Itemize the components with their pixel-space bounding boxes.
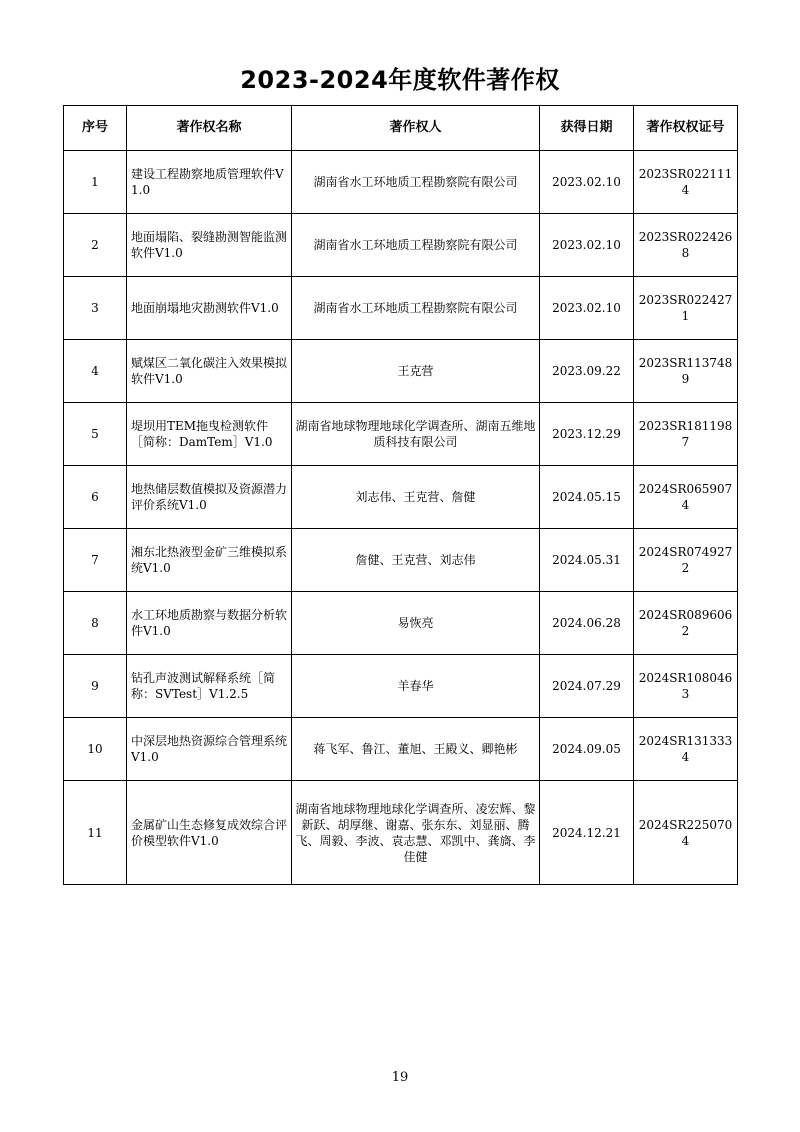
cell-date: 2024.07.29 bbox=[540, 655, 634, 718]
cell-date: 2024.12.21 bbox=[540, 781, 634, 885]
cell-date: 2023.02.10 bbox=[540, 277, 634, 340]
cell-cert: 2023SR0221114 bbox=[634, 151, 738, 214]
cell-owner: 詹健、王克营、刘志伟 bbox=[292, 529, 540, 592]
cell-cert: 2024SR0896062 bbox=[634, 592, 738, 655]
cell-date: 2024.06.28 bbox=[540, 592, 634, 655]
table-row bbox=[64, 655, 738, 718]
cell-date: 2023.02.10 bbox=[540, 151, 634, 214]
cell-serial: 7 bbox=[64, 529, 127, 592]
cell-owner: 易恢亮 bbox=[292, 592, 540, 655]
table-row bbox=[64, 592, 738, 655]
cell-serial: 4 bbox=[64, 340, 127, 403]
cell-owner: 王克营 bbox=[292, 340, 540, 403]
table-row bbox=[64, 340, 738, 403]
cell-name: 地面崩塌地灾勘测软件V1.0 bbox=[127, 277, 292, 340]
cell-cert: 2024SR1313334 bbox=[634, 718, 738, 781]
cell-serial: 3 bbox=[64, 277, 127, 340]
cell-serial: 8 bbox=[64, 592, 127, 655]
table-row bbox=[64, 403, 738, 466]
cell-owner: 湖南省水工环地质工程勘察院有限公司 bbox=[292, 151, 540, 214]
header-serial: 序号 bbox=[64, 106, 127, 151]
cell-owner: 湖南省水工环地质工程勘察院有限公司 bbox=[292, 214, 540, 277]
cell-owner: 湖南省水工环地质工程勘察院有限公司 bbox=[292, 277, 540, 340]
cell-owner: 羊春华 bbox=[292, 655, 540, 718]
cell-cert: 2024SR0659074 bbox=[634, 466, 738, 529]
cell-owner: 湖南省地球物理地球化学调查所、凌宏辉、黎新跃、胡厚继、谢嘉、张东东、刘显丽、腾飞、周毅、李波、袁志慧、邓凯中、龚旖、李佳健 bbox=[292, 781, 540, 885]
cell-serial: 9 bbox=[64, 655, 127, 718]
table-row bbox=[64, 277, 738, 340]
table-row bbox=[64, 529, 738, 592]
cell-owner: 湖南省地球物理地球化学调查所、湖南五维地质科技有限公司 bbox=[292, 403, 540, 466]
cell-name: 地面塌陷、裂缝勘测智能监测软件V1.0 bbox=[127, 214, 292, 277]
table-row bbox=[64, 781, 738, 885]
table-row bbox=[64, 466, 738, 529]
header-cert: 著作权权证号 bbox=[634, 106, 738, 151]
cell-name: 赋煤区二氧化碳注入效果模拟软件V1.0 bbox=[127, 340, 292, 403]
cell-cert: 2024SR0749272 bbox=[634, 529, 738, 592]
cell-date: 2024.05.31 bbox=[540, 529, 634, 592]
cell-serial: 1 bbox=[64, 151, 127, 214]
cell-name: 建设工程勘察地质管理软件V1.0 bbox=[127, 151, 292, 214]
cell-name: 地热储层数值模拟及资源潜力评价系统V1.0 bbox=[127, 466, 292, 529]
cell-name: 金属矿山生态修复成效综合评价模型软件V1.0 bbox=[127, 781, 292, 885]
cell-owner: 蒋飞军、鲁江、董旭、王殿义、卿艳彬 bbox=[292, 718, 540, 781]
copyright-table bbox=[63, 105, 738, 885]
cell-serial: 11 bbox=[64, 781, 127, 885]
table-row bbox=[64, 214, 738, 277]
cell-cert: 2023SR1811987 bbox=[634, 403, 738, 466]
cell-name: 中深层地热资源综合管理系统V1.0 bbox=[127, 718, 292, 781]
cell-cert: 2024SR2250704 bbox=[634, 781, 738, 885]
cell-date: 2023.12.29 bbox=[540, 403, 634, 466]
cell-owner: 刘志伟、王克营、詹健 bbox=[292, 466, 540, 529]
cell-cert: 2023SR1137489 bbox=[634, 340, 738, 403]
cell-serial: 10 bbox=[64, 718, 127, 781]
table-header-row bbox=[64, 106, 738, 151]
page-title: 2023-2024年度软件著作权 bbox=[240, 66, 560, 94]
header-name: 著作权名称 bbox=[127, 106, 292, 151]
table-row bbox=[64, 718, 738, 781]
cell-cert: 2024SR1080463 bbox=[634, 655, 738, 718]
table-row bbox=[64, 151, 738, 214]
cell-serial: 6 bbox=[64, 466, 127, 529]
cell-name: 堤坝用TEM拖曳检测软件［简称：DamTem］V1.0 bbox=[127, 403, 292, 466]
cell-cert: 2023SR0224271 bbox=[634, 277, 738, 340]
header-owner: 著作权人 bbox=[292, 106, 540, 151]
cell-serial: 5 bbox=[64, 403, 127, 466]
cell-cert: 2023SR0224268 bbox=[634, 214, 738, 277]
cell-date: 2023.09.22 bbox=[540, 340, 634, 403]
cell-name: 湘东北热液型金矿三维模拟系统V1.0 bbox=[127, 529, 292, 592]
cell-name: 钻孔声波测试解释系统［简称：SVTest］V1.2.5 bbox=[127, 655, 292, 718]
page-number: 19 bbox=[391, 1070, 409, 1085]
cell-date: 2024.05.15 bbox=[540, 466, 634, 529]
cell-name: 水工环地质勘察与数据分析软件V1.0 bbox=[127, 592, 292, 655]
header-date: 获得日期 bbox=[540, 106, 634, 151]
cell-date: 2023.02.10 bbox=[540, 214, 634, 277]
cell-date: 2024.09.05 bbox=[540, 718, 634, 781]
cell-serial: 2 bbox=[64, 214, 127, 277]
